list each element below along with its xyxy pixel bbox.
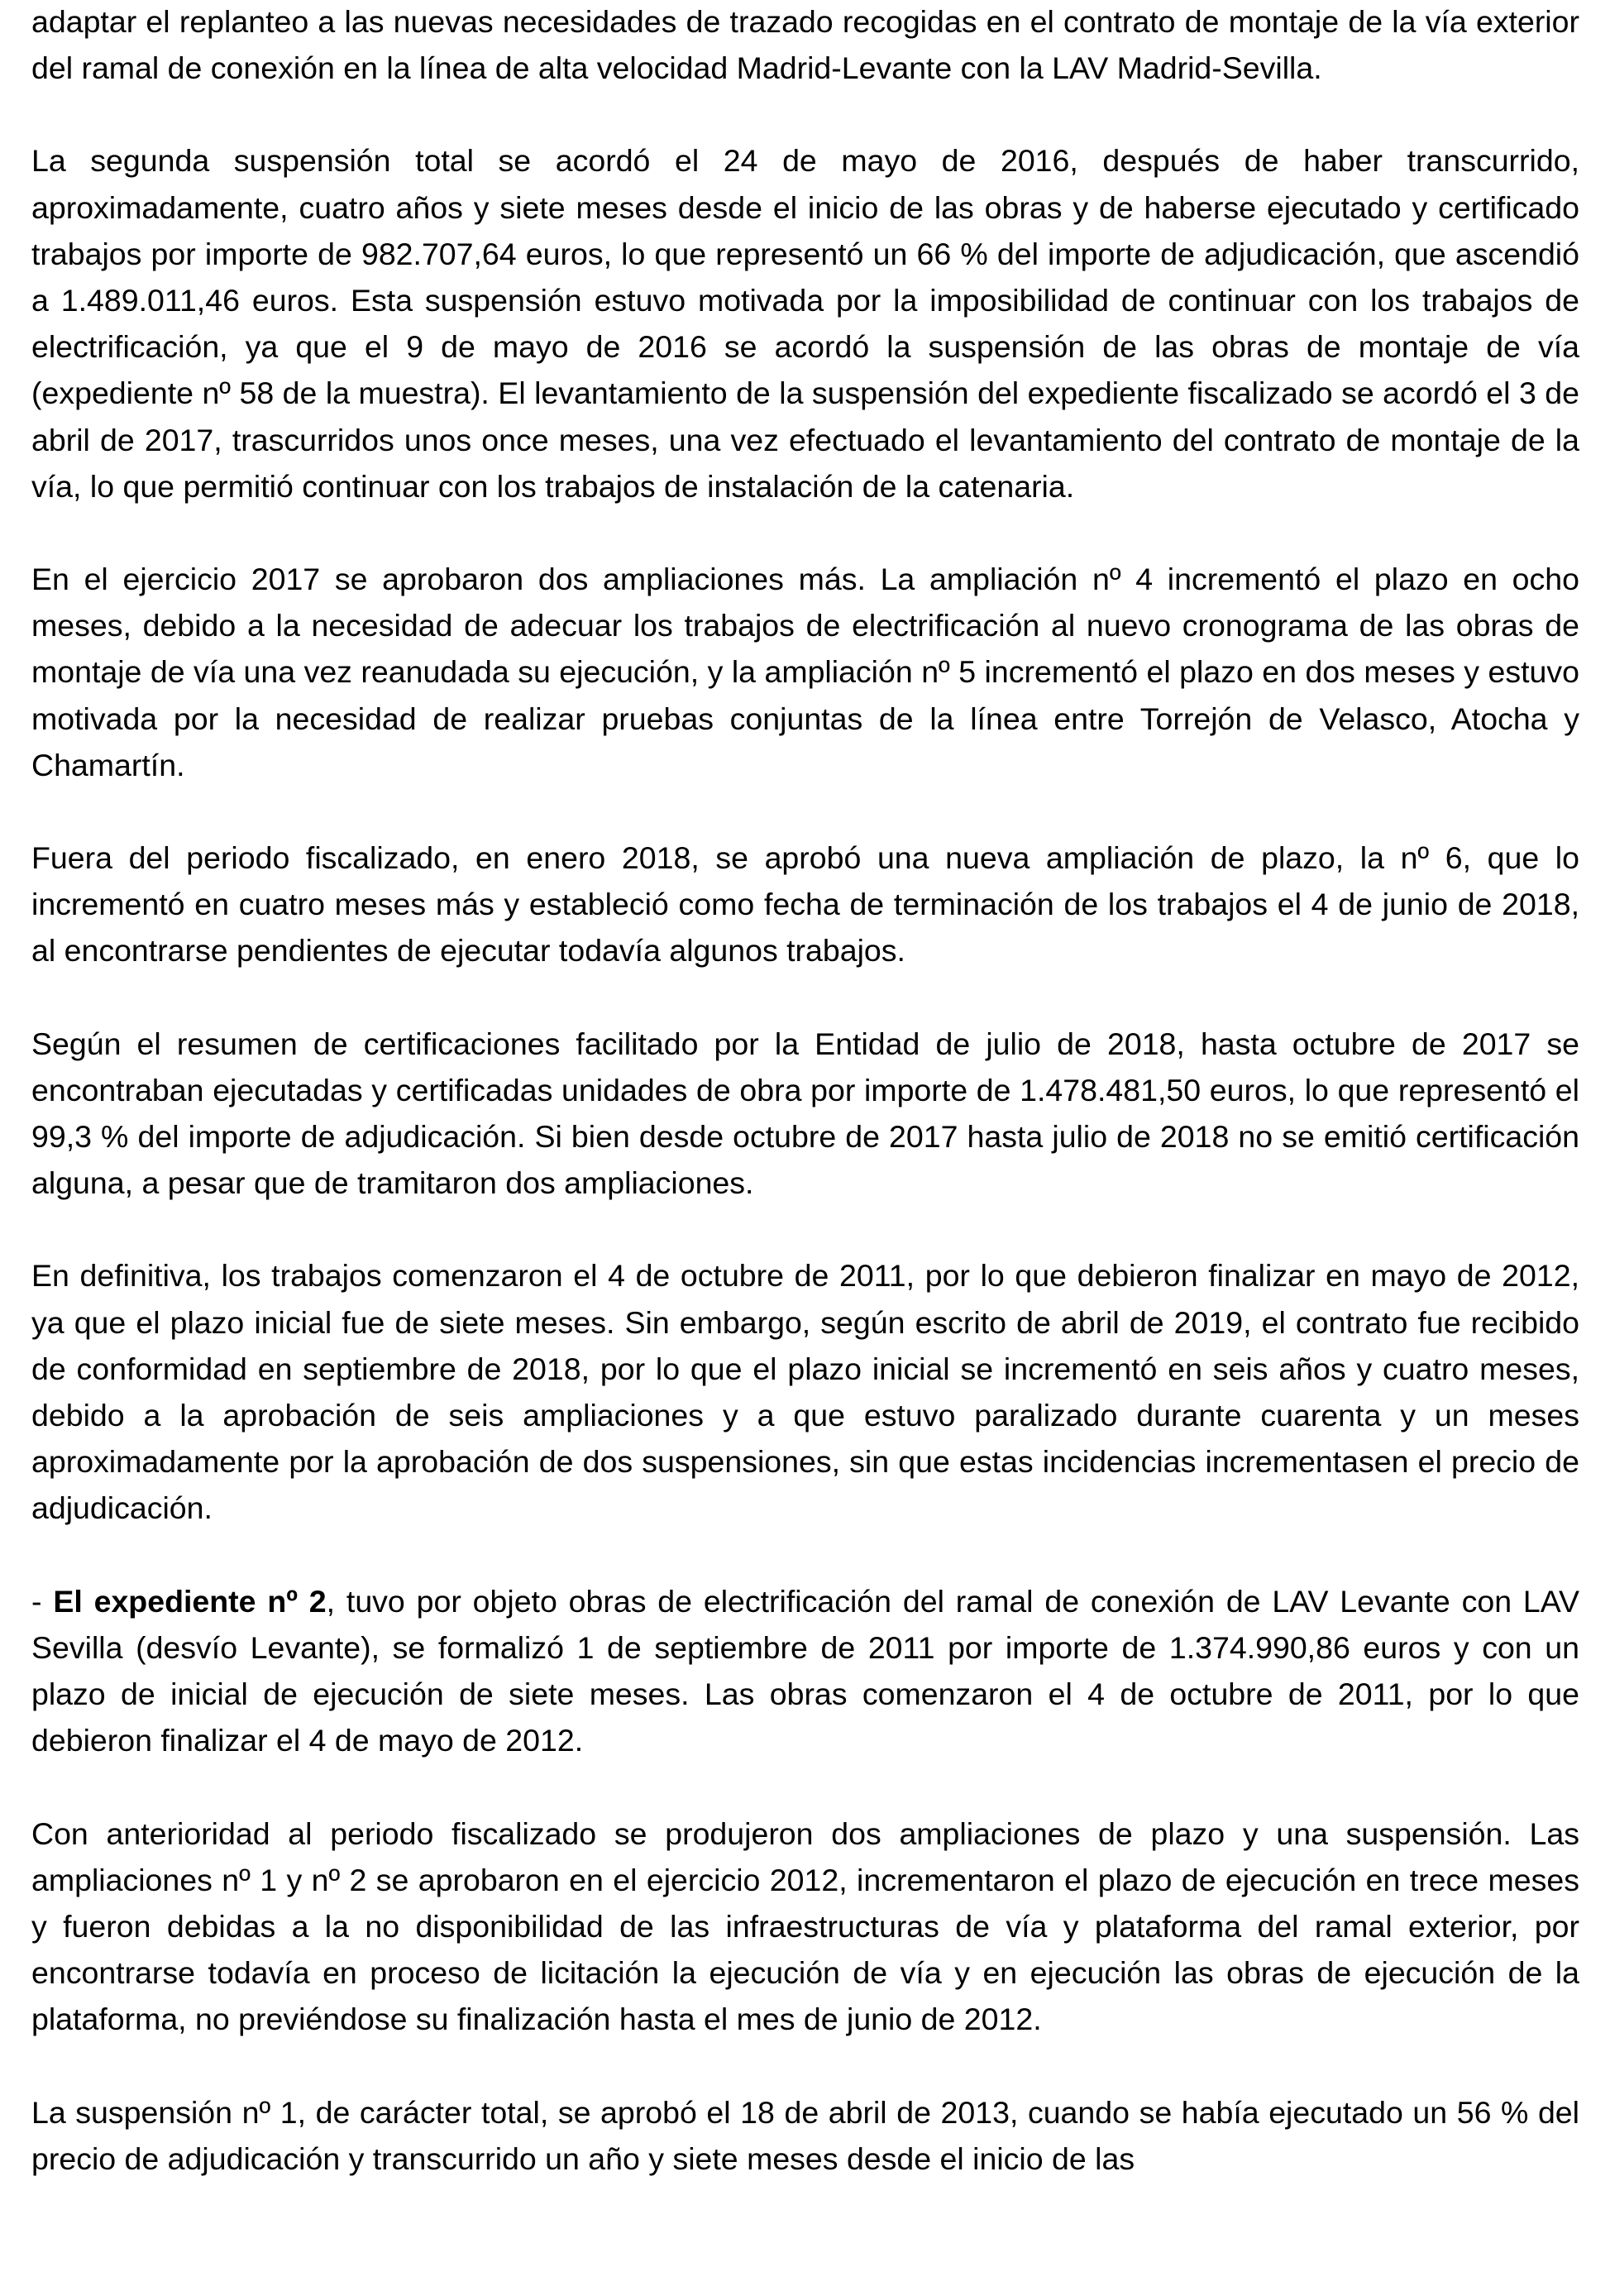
paragraph-5 (31, 1021, 1579, 1207)
paragraph-8-text: Con anterioridad al periodo fiscalizado se produjeron dos ampliaciones de plazo y una suspensión. Las ampliaciones nº 1 y nº 2 se aprobaron en el ejercicio 2012, incrementaron el plazo de ejecución en trece meses y fueron debidas a la no disponibilidad de las infraestructuras de vía y plataforma del ramal exterior, por encontrarse todavía en proceso de licitación la ejecución de vía y en ejecución las obras de ejecución de la plataforma, no previéndose su finalización hasta el mes de junio de 2012. (31, 1815, 1579, 2037)
paragraph-2-text: La segunda suspensión total se acordó el 24 de mayo de 2016, después de haber transcurrido, aproximadamente, cuatro años y siete meses desde el inicio de las obras y de haberse ejecutado y certificado trabajos por importe de 982.707,64 euros, lo que representó un 66 % del importe de adjudicación, que ascendió a 1.489.011,46 euros. Esta suspensión estuvo motivada por la imposibilidad de continuar con los trabajos de electrificación, ya que el 9 de mayo de 2016 se acordó la suspensión de las obras de montaje de vía (expediente nº 58 de la muestra). El levantamiento de la suspensión del expediente fiscalizado se acordó el 3 de abril de 2017, trascurridos unos once meses, una vez efectuado el levantamiento del contrato de montaje de la vía, lo que permitió continuar con los trabajos de instalación de la catenaria. (31, 143, 1579, 504)
paragraph-1-text: adaptar el replanteo a las nuevas necesidades de trazado recogidas en el contrato de montaje de la vía exterior del ramal de conexión en la línea de alta velocidad Madrid-Levante con la LAV Madrid-Sevilla. (31, 4, 1579, 86)
paragraph-6 (31, 1252, 1579, 1531)
paragraph-9-text: La suspensión nº 1, de carácter total, se aprobó el 18 de abril de 2013, cuando se había ejecutado un 56 % del precio de adjudicación y transcurrido un año y siete meses desde el inicio de las (31, 2094, 1579, 2176)
paragraph-2 (31, 137, 1579, 509)
paragraph-6-text: En definitiva, los trabajos comenzaron el 4 de octubre de 2011, por lo que debieron finalizar en mayo de 2012, ya que el plazo inicial fue de siete meses. Sin embargo, según escrito de abril de 2019, el contrato fue recibido de conformidad en septiembre de 2018, por lo que el plazo inicial se incrementó en seis años y cuatro meses, debido a la aprobación de seis ampliaciones y a que estuvo paralizado durante cuarenta y un meses aproximadamente por la aprobación de dos suspensiones, sin que estas incidencias incrementasen el precio de adjudicación. (31, 1258, 1579, 1526)
document-page (31, 0, 1579, 2182)
paragraph-7-text: , tuvo por objeto obras de electrificación del ramal de conexión de LAV Levante con LAV Sevilla (desvío Levante), se formalizó 1 de septiembre de 2011 por importe de 1.374.990,86 euros y con un plazo de inicial de ejecución de siete meses. Las obras comenzaron el 4 de octubre de 2011, por lo que debieron finalizar el 4 de mayo de 2012. (31, 1583, 1579, 1758)
paragraph-8 (31, 1810, 1579, 2043)
paragraph-3 (31, 556, 1579, 788)
paragraph-9 (31, 2089, 1579, 2182)
paragraph-4-text: Fuera del periodo fiscalizado, en enero 2018, se aprobó una nueva ampliación de plazo, la nº 6, que lo incrementó en cuatro meses más y estableció como fecha de terminación de los trabajos el 4 de junio de 2018, al encontrarse pendientes de ejecutar todavía algunos trabajos. (31, 840, 1579, 969)
paragraph-5-text: Según el resumen de certificaciones facilitado por la Entidad de julio de 2018, hasta octubre de 2017 se encontraban ejecutadas y certificadas unidades de obra por importe de 1.478.481,50 euros, lo que representó el 99,3 % del importe de adjudicación. Si bien desde octubre de 2017 hasta julio de 2018 no se emitió certificación alguna, a pesar que de tramitaron dos ampliaciones. (31, 1026, 1579, 1201)
paragraph-7 (31, 1578, 1579, 1764)
paragraph-1 (31, 0, 1579, 91)
paragraph-3-text: En el ejercicio 2017 se aprobaron dos ampliaciones más. La ampliación nº 4 incrementó el plazo en ocho meses, debido a la necesidad de adecuar los trabajos de electrificación al nuevo cronograma de las obras de montaje de vía una vez reanudada su ejecución, y la ampliación nº 5 incrementó el plazo en dos meses y estuvo motivada por la necesidad de realizar pruebas conjuntas de la línea entre Torrejón de Velasco, Atocha y Chamartín. (31, 562, 1579, 782)
paragraph-4 (31, 835, 1579, 974)
expediente-heading: El expediente nº 2 (53, 1583, 327, 1619)
list-dash: - (31, 1583, 54, 1619)
